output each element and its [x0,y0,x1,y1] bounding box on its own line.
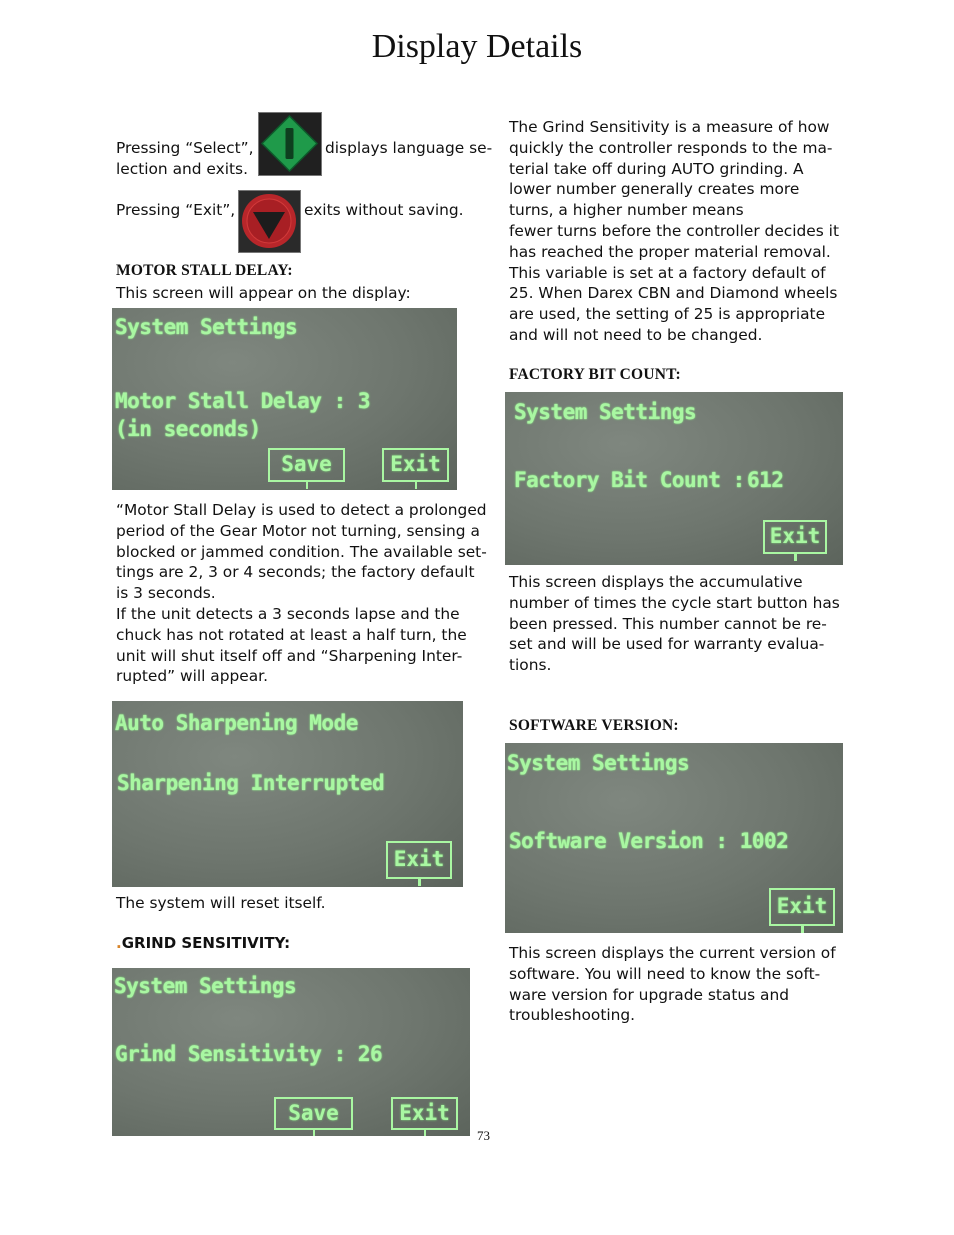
select-text-2: displays language se- [325,139,493,157]
grind-desc-line: are used, the setting of 25 is appropriate [509,305,826,324]
factory-desc-line: been pressed. This number cannot be re- [509,614,827,633]
motor-desc-line: chuck has not rotated at least a half turn, the [116,625,467,644]
motor-save-button: Save [268,448,345,482]
motor-exit-button: Exit [382,448,449,482]
grind-screen-title: System Settings [114,974,297,998]
motor-stall-intro: This screen will appear on the display: [116,284,411,302]
motor-desc-line: “Motor Stall Delay is used to detect a prolonged [116,501,487,519]
select-icon [259,113,320,174]
software-desc-line: troubleshooting. [509,1006,636,1025]
software-desc-line: software. You will need to know the soft- [509,964,821,983]
software-exit-button: Exit [769,888,835,926]
exit-text-1: Pressing “Exit”, [116,201,236,219]
motor-screen-title: System Settings [115,315,298,339]
motor-desc-line: is 3 seconds. [116,584,216,603]
select-text-1: Pressing “Select”, [116,139,254,157]
grind-exit-button: Exit [391,1097,458,1130]
factory-screen-label: Factory Bit Count : [514,468,745,492]
factory-desc-line: tions. [509,656,552,675]
motor-screen-value: Motor Stall Delay : 3 [115,389,371,413]
grind-heading-label: GRIND SENSITIVITY: [121,934,291,952]
exit-text-2: exits without saving. [304,201,464,219]
motor-stall-screen [112,308,457,490]
page-title: Display Details [371,28,583,65]
auto-sharpening-screen [112,701,463,887]
software-version-screen [505,743,843,933]
auto-screen-title: Auto Sharpening Mode [115,711,358,735]
heading-dot: . [116,934,122,952]
motor-desc-line: rupted” will appear. [116,667,268,686]
select-button-image [258,112,322,176]
software-description [509,943,836,1026]
grind-screen-value: Grind Sensitivity : 26 [115,1042,383,1066]
page-number: 73 [477,1128,490,1143]
factory-bit-count-heading: FACTORY BIT COUNT: [509,366,681,383]
auto-exit-button: Exit [386,841,452,879]
grind-desc-line: has reached the proper material removal. [509,242,831,261]
motor-desc-line: tings are 2, 3 or 4 seconds; the factory default [116,563,475,582]
stop-icon [239,191,299,251]
grind-desc-line: fewer turns before the controller decides it [509,221,839,240]
grind-desc-line: terial take off during AUTO grinding. A [509,159,804,178]
software-desc-line: ware version for upgrade status and [509,985,790,1004]
grind-desc-line: 25. When Darex CBN and Diamond wheels [509,284,838,303]
factory-bit-count-screen [505,392,843,565]
factory-desc-line: This screen displays the accumulative [509,573,803,591]
factory-desc-line: number of times the cycle start button has [509,593,840,612]
motor-desc-line: blocked or jammed condition. The available set- [116,542,487,561]
software-version-heading: SOFTWARE VERSION: [509,717,679,734]
motor-stall-description [116,500,487,687]
motor-stall-heading: MOTOR STALL DELAY: [116,262,293,279]
factory-exit-button: Exit [763,520,827,554]
auto-screen-status: Sharpening Interrupted [117,771,385,795]
software-screen-value: Software Version : 1002 [509,829,789,853]
software-desc-line: This screen displays the current version of [509,944,836,962]
grind-save-button: Save [274,1097,353,1130]
factory-screen-title: System Settings [514,400,697,424]
grind-desc-line: and will not need to be changed. [509,325,763,344]
grind-desc-line: lower number generally creates more [509,180,800,199]
factory-screen-value: 612 [747,468,784,492]
motor-screen-unit: (in seconds) [115,417,261,441]
motor-desc-line: period of the Gear Motor not turning, sensing a [116,521,480,540]
grind-desc-line: This variable is set at a factory default of [509,263,826,282]
motor-desc-line: unit will shut itself off and “Sharpening Inter- [116,646,463,665]
grind-desc-line: turns, a higher number means [509,201,744,220]
grind-desc-line: The Grind Sensitivity is a measure of how [509,118,830,136]
factory-desc-line: set and will be used for warranty evalua- [509,635,825,654]
factory-description [509,572,840,676]
reset-text: The system will reset itself. [116,894,326,912]
grind-sensitivity-screen [112,968,470,1136]
grind-sensitivity-heading [116,934,290,952]
exit-button-image [238,190,301,253]
motor-desc-line: If the unit detects a 3 seconds lapse and the [116,604,460,623]
grind-description [509,117,839,346]
software-screen-title: System Settings [507,751,690,775]
select-text-3: lection and exits. [116,160,248,178]
grind-desc-line: quickly the controller responds to the ma- [509,138,833,157]
